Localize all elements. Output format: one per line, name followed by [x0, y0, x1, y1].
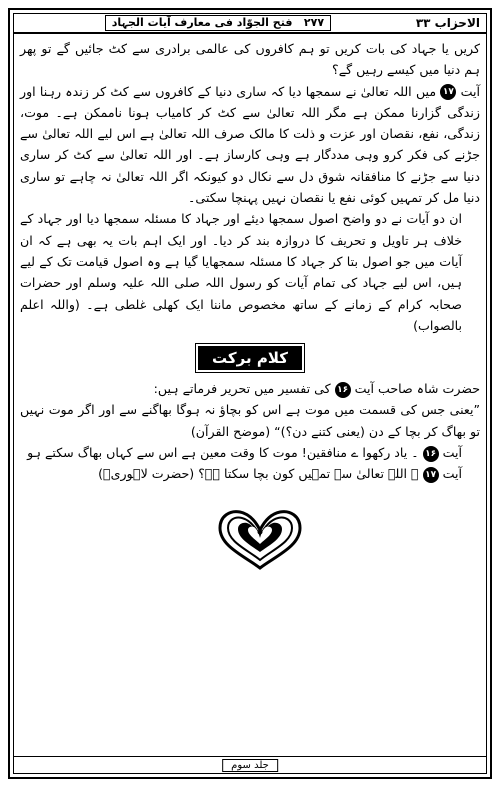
ayah-prefix: آیت [438, 466, 462, 482]
commentary-line-1 [20, 442, 480, 463]
commentary-intro [20, 378, 480, 399]
heart-ornament-icon [214, 508, 306, 570]
ayah-number-badge: ۱۶ [335, 382, 351, 398]
paragraph-2-text: میں اللہ تعالیٰ نے سمجھا دیا کہ ساری دنیا کے کافروں سے کٹ کر زندہ رہنا اور زندگی گزارنا ممکن ہے مگر اللہ تعالیٰ سے کٹ کر کامیاب ہونا ناممکن ہے۔ موت، زندگی، نفع، نقصان اور عزت و ذلت کا مالک صرف اللہ تعالیٰ ہے اس لیے اللہ تعالیٰ سے جڑنے کی فکر کرو وہی مددگار ہے وہی کارساز ہے۔ اور اللہ تعالیٰ سے کٹ کر ساری دنیا سے جڑنے کا منافقانہ شوق دل سے نکال دو کیونکہ اگر اللہ تعالیٰ نہ چاہے تو ساری دنیا مل کر تمہیں کوئی نفع یا نقصان نہیں پہنچا سکتی۔ [20, 83, 480, 206]
book-title-text: فتح الجوّاد فی معارف آیات الجہاد [111, 16, 293, 29]
commentary-intro-before: حضرت شاہ صاحب آیت [350, 381, 480, 397]
book-title [105, 15, 331, 31]
section-heading [20, 344, 480, 372]
surah-label: الاحزاب ۳۳ [415, 16, 480, 30]
commentary-quote: ”یعنی جس کی قسمت میں موت ہے اس کو بچاؤ نہ ہوگا بھاگنے سے اور اگر موت نہیں تو بھاگ کر بچا کے دن (یعنی کتنے دن؟)“ (موضح القرآن) [20, 402, 480, 439]
page-header [14, 14, 486, 34]
ayah-number-badge: ۱۷ [423, 467, 439, 483]
page-footer [14, 756, 486, 773]
ayah-number-badge: ۱۶ [423, 446, 439, 462]
paragraph-2 [20, 81, 480, 209]
ayah-prefix: آیت [438, 445, 462, 461]
ayah-prefix: آیت [456, 83, 481, 99]
paragraph-3: ان دو آیات نے دو واضح اصول سمجھا دیئے اور جہاد کا مسئلہ سمجھا دیا اور جہاد کے خلاف ہر تاویل و تحریف کا دروازہ بند کر دیا۔ اور ایک اہم بات یہ بھی ہے کہ ان آیات میں جو اصول بتا کر جہاد کا مسئلہ سمجھایا گیا ہے وہ اصول قیامت تک کے لیے ہیں، اس لیے جہاد کی تمام آیات کو رسول اللہ صلی اللہ علیہ وسلم اور حضرات صحابہ کرام کے زمانے کے ساتھ مخصوص ماننا ایک کھلی غلطی ہے۔ (واللہ اعلم بالصواب) [20, 211, 462, 333]
page-body [20, 38, 480, 485]
commentary-line-2-text: ۔ اللہ تعالیٰ سے تمہیں کون بچا سکتا ہے؟ (حضرت لاہوریؒ) [98, 466, 423, 482]
paragraph-1: کریں یا جہاد کی بات کریں تو ہم کافروں کی عالمی برادری سے کٹ جائیں گے تو پھر ہم دنیا میں کیسے رہیں گے؟ [20, 41, 480, 78]
page-frame [8, 8, 492, 779]
section-heading-label: کلام برکت [196, 344, 304, 372]
commentary-line-2 [20, 463, 480, 484]
commentary-line-1-text: ۔ یاد رکھوا ے منافقین! موت کا وقت معین ہے اس سے کہاں بھاگ سکتے ہو [27, 445, 423, 461]
volume-label: جلد سوم [222, 759, 278, 772]
ayah-number-badge: ۱۷ [440, 84, 456, 100]
page-number: ۲۷۷ [303, 16, 325, 29]
commentary-intro-after: کی تفسیر میں تحریر فرماتے ہیں: [153, 381, 335, 397]
